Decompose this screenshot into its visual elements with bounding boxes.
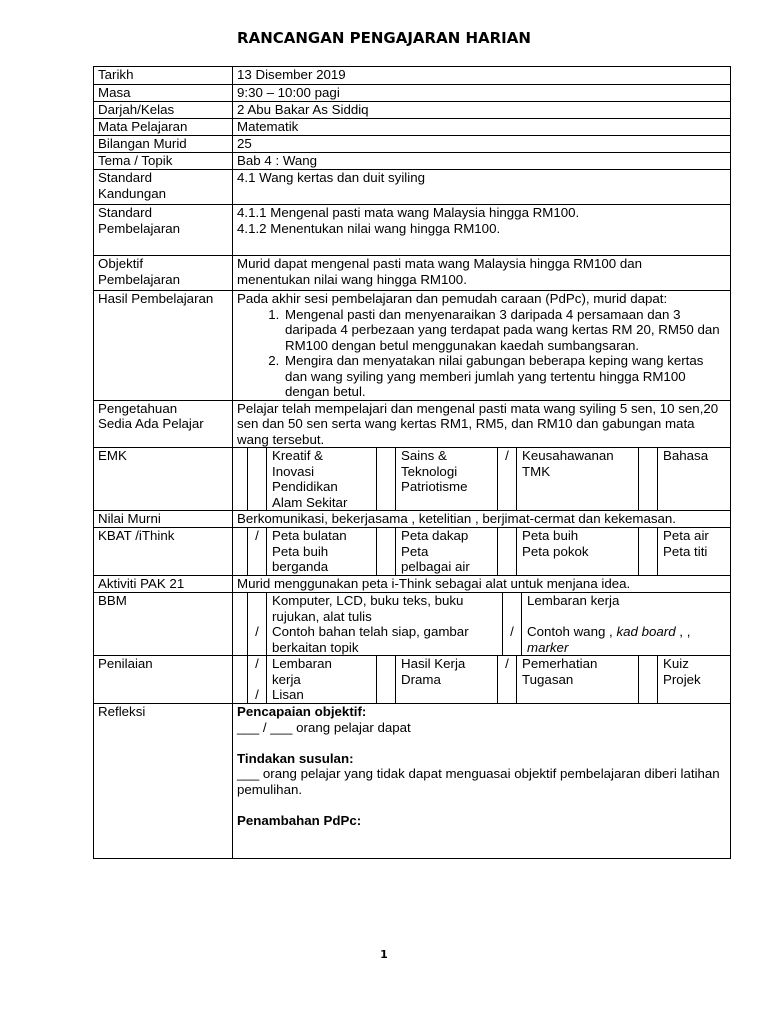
emk-grid (233, 448, 730, 510)
lesson-plan-table (93, 66, 731, 859)
emk-options (233, 448, 731, 511)
option-line: Peta pokok (522, 543, 589, 559)
label-darjah: Darjah/Kelas (94, 102, 233, 119)
option-line: Tugasan (522, 671, 574, 687)
refleksi-heading: Pencapaian objektif: (237, 704, 367, 719)
value-hasil (233, 291, 731, 401)
check-mark: / (255, 624, 259, 639)
option-line: berganda (272, 559, 329, 574)
option-line: Projek (663, 671, 701, 687)
penilaian-checkbox-3[interactable]: / (498, 656, 517, 703)
label-bbm: BBM (94, 593, 233, 656)
value-objektif (233, 256, 731, 291)
bbm-checkbox-1[interactable] (248, 593, 267, 655)
label-tarikh: Tarikh (94, 67, 233, 85)
option-line: Pemerhatian (522, 656, 598, 671)
penilaian-spacer (233, 656, 248, 703)
kbat-grid (233, 528, 730, 575)
row-darjah (94, 102, 731, 119)
kbat-checkbox-4[interactable] (639, 528, 658, 575)
value-standard-pembelajaran (233, 205, 731, 256)
option-line: Peta buih (272, 543, 329, 559)
bbm-spacer (233, 593, 248, 655)
option-line: Hasil Kerja (401, 656, 466, 671)
label-objektif (94, 256, 233, 291)
check-mark: / (510, 624, 514, 639)
option-line: Drama (401, 671, 441, 687)
value-darjah: 2 Abu Bakar As Siddiq (233, 102, 731, 119)
option-text: , , (675, 624, 691, 639)
row-aktiviti (94, 576, 731, 593)
objektif-line: Murid dapat mengenal pasti mata wang Malaysia hingga RM100 dan (237, 256, 643, 271)
kbat-checkbox-3[interactable] (498, 528, 517, 575)
label-kbat: KBAT /iThink (94, 528, 233, 576)
objektif-line: menentukan nilai wang hingga RM100. (237, 271, 467, 287)
emk-checkbox-2[interactable] (377, 448, 396, 510)
kbat-checkbox-1[interactable]: / (248, 528, 267, 575)
hasil-intro: Pada akhir sesi pembelajaran dan pemudah caraan (PdPc), murid dapat: (237, 291, 668, 306)
value-masa: 9:30 – 10:00 pagi (233, 85, 731, 102)
value-pengetahuan: Pelajar telah mempelajari dan mengenal pasti mata wang syiling 5 sen, 10 sen,20 sen dan 50 sen serta wang kertas RM1, RM5, dan RM10 dan gabungan mata wang tersebut. (233, 400, 731, 448)
penilaian-checkbox-1[interactable] (248, 656, 267, 703)
row-pengetahuan (94, 400, 731, 448)
label-tema: Tema / Topik (94, 153, 233, 170)
refleksi-text: ___ / ___ orang pelajar dapat (237, 719, 411, 735)
option-line: TMK (522, 463, 551, 479)
value-tarikh: 13 Disember 2019 (233, 67, 731, 85)
label-line: Objektif (98, 256, 144, 271)
label-line: Pembelajaran (98, 220, 181, 236)
option-line: Lembaran (272, 656, 332, 671)
label-standard-kandungan (94, 170, 233, 205)
label-hasil: Hasil Pembelajaran (94, 291, 233, 401)
penilaian-option-1 (267, 656, 377, 703)
kbat-option-4 (658, 528, 731, 575)
kbat-checkbox-2[interactable] (377, 528, 396, 575)
row-refleksi (94, 704, 731, 859)
label-mata-pelajaran: Mata Pelajaran (94, 119, 233, 136)
emk-option-1 (267, 448, 377, 510)
label-standard-pembelajaran (94, 205, 233, 256)
emk-option-4 (658, 448, 731, 510)
bbm-checkbox-2[interactable] (503, 593, 522, 655)
emk-spacer (233, 448, 248, 510)
option-line: Keusahawanan (522, 448, 614, 463)
document-title: RANCANGAN PENGAJARAN HARIAN (237, 29, 531, 47)
penilaian-checkbox-4[interactable] (639, 656, 658, 703)
check-mark: / (255, 687, 259, 702)
emk-checkbox-3[interactable]: / (498, 448, 517, 510)
kbat-spacer (233, 528, 248, 575)
option-line: Sains & (401, 448, 447, 463)
hasil-list (237, 307, 726, 400)
option-line: Peta air (663, 528, 709, 543)
penilaian-grid (233, 656, 730, 703)
label-line: Standard (98, 205, 152, 220)
label-nilai: Nilai Murni (94, 511, 233, 528)
refleksi-heading: Penambahan PdPc: (237, 812, 362, 828)
option-line: Peta buih (522, 528, 579, 543)
option-line: berkaitan topik (272, 639, 359, 655)
label-bilangan-murid: Bilangan Murid (94, 136, 233, 153)
option-line (527, 624, 730, 640)
option-line: Peta titi (663, 543, 708, 559)
option-line: Contoh bahan telah siap, gambar (272, 624, 469, 639)
row-tema (94, 153, 731, 170)
option-line: Peta dakap (401, 528, 469, 543)
label-line: Standard (98, 170, 152, 185)
row-masa (94, 85, 731, 102)
option-line: Komputer, LCD, buku teks, buku (272, 593, 464, 608)
option-text: Contoh wang , (527, 624, 617, 639)
row-bilangan-murid (94, 136, 731, 153)
value-bilangan-murid: 25 (233, 136, 731, 153)
label-line: Kandungan (98, 185, 167, 201)
refleksi-heading: Tindakan susulan: (237, 750, 354, 766)
option-line: rujukan, alat tulis (272, 608, 372, 624)
kbat-option-1 (267, 528, 377, 575)
row-tarikh (94, 67, 731, 85)
page-number: 1 (380, 948, 388, 961)
option-line: Patriotisme (401, 479, 468, 494)
option-line: Inovasi (272, 463, 315, 479)
row-objektif (94, 256, 731, 291)
bbm-option-1 (267, 593, 503, 655)
bbm-grid (233, 593, 730, 655)
row-bbm (94, 593, 731, 656)
option-line: Lembaran kerja (527, 593, 620, 608)
standard-line: 4.1.1 Mengenal pasti mata wang Malaysia hingga RM100. (237, 205, 580, 220)
hasil-item: 1. Mengenal pasti dan menyenaraikan 3 daripada 4 persamaan dan 3 daripada 4 perbezaan yang terdapat pada wang kertas RM 20, RM50 dan RM100 dengan betul menggunakan kaedah sumbangsaran. (283, 307, 726, 354)
hasil-item: 2. Mengira dan menyatakan nilai gabungan beberapa keping wang kertas dan wang syiling yang memberi jumlah yang tertentu hingga RM100 dengan betul. (283, 353, 726, 400)
label-pengetahuan (94, 400, 233, 448)
refleksi-text: ___ orang pelajar yang tidak dapat menguasai objektif pembelajaran diberi latihan pemulihan. (237, 766, 720, 797)
label-emk: EMK (94, 448, 233, 511)
standard-line: 4.1.2 Menentukan nilai wang hingga RM100. (237, 220, 501, 236)
row-kbat (94, 528, 731, 576)
option-line: Kreatif & (272, 448, 323, 463)
penilaian-option-2 (396, 656, 498, 703)
option-line: Bahasa (663, 448, 709, 463)
label-penilaian: Penilaian (94, 656, 233, 704)
label-line: Pengetahuan (98, 400, 178, 416)
emk-checkbox-4[interactable] (639, 448, 658, 510)
option-line: Kuiz (663, 656, 689, 671)
label-aktiviti: Aktiviti PAK 21 (94, 576, 233, 593)
row-mata-pelajaran (94, 119, 731, 136)
row-hasil (94, 291, 731, 401)
row-nilai (94, 511, 731, 528)
bbm-options (233, 593, 731, 656)
label-refleksi: Refleksi (94, 704, 233, 859)
option-line: pelbagai air (401, 559, 470, 574)
row-penilaian (94, 656, 731, 704)
value-refleksi (233, 704, 731, 859)
emk-option-2 (396, 448, 498, 510)
kbat-option-3 (517, 528, 639, 575)
bbm-option-2 (522, 593, 731, 655)
option-line: Alam Sekitar (272, 494, 348, 510)
emk-option-3 (517, 448, 639, 510)
option-line: kerja (272, 671, 301, 687)
value-nilai: Berkomunikasi, bekerjasama , ketelitian , berjimat-cermat dan kekemasan. (233, 511, 731, 528)
option-line: Teknologi (401, 463, 458, 479)
value-mata-pelajaran: Matematik (233, 119, 731, 136)
row-standard-pembelajaran (94, 205, 731, 256)
value-aktiviti: Murid menggunakan peta i-Think sebagai alat untuk menjana idea. (233, 576, 731, 593)
option-line: Peta bulatan (272, 528, 347, 543)
label-line: Sedia Ada Pelajar (98, 416, 204, 431)
label-masa: Masa (94, 85, 233, 102)
penilaian-option-4 (658, 656, 731, 703)
penilaian-checkbox-2[interactable] (377, 656, 396, 703)
option-line: Peta (401, 543, 429, 559)
option-line: Lisan (272, 687, 304, 702)
kbat-options (233, 528, 731, 576)
value-tema: Bab 4 : Wang (233, 153, 731, 170)
penilaian-options (233, 656, 731, 704)
kbat-option-2 (396, 528, 498, 575)
row-standard-kandungan (94, 170, 731, 205)
penilaian-option-3 (517, 656, 639, 703)
value-standard-kandungan: 4.1 Wang kertas dan duit syiling (233, 170, 731, 205)
row-emk (94, 448, 731, 511)
option-line: marker (527, 639, 569, 655)
option-line: Pendidikan (272, 479, 338, 494)
label-line: Pembelajaran (98, 271, 181, 287)
emk-checkbox-1[interactable] (248, 448, 267, 510)
option-text: kad board (616, 624, 676, 639)
check-mark: / (255, 656, 259, 671)
